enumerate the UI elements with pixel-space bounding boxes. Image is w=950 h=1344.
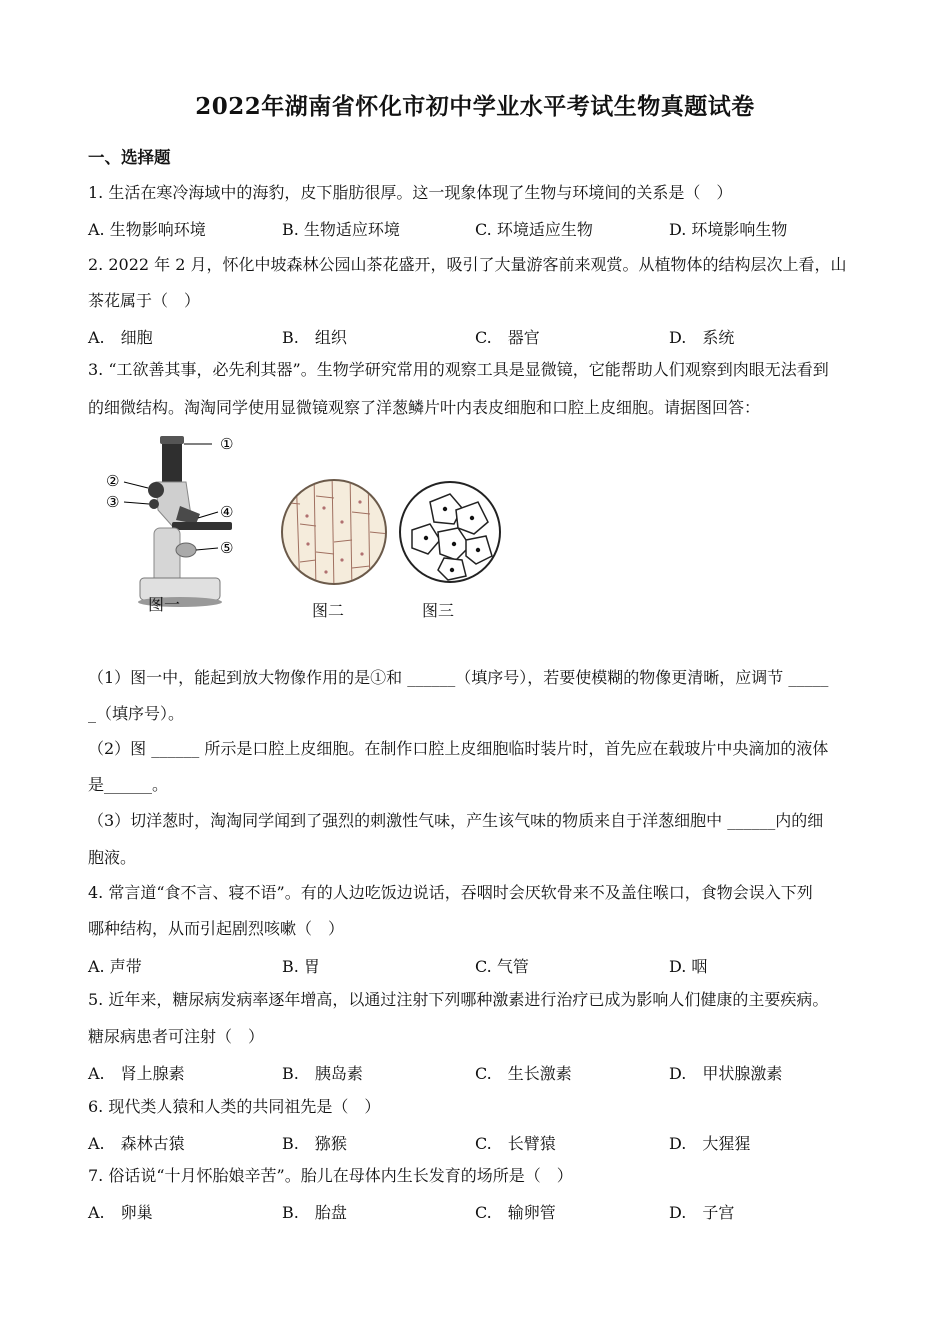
- option-a[interactable]: A. 卵巢: [88, 1203, 153, 1222]
- option-d[interactable]: D. 子宫: [669, 1203, 735, 1222]
- option-c[interactable]: C. 环境适应生物: [475, 220, 593, 239]
- label-2: ②: [106, 472, 120, 490]
- option-d[interactable]: D. 甲状腺激素: [669, 1064, 783, 1083]
- option-a[interactable]: A. 声带: [88, 957, 142, 976]
- question-5-stem-line2: 糖尿病患者可注射（ ）: [88, 1027, 265, 1046]
- question-3-stem-line2: 的细微结构。淘淘同学使用显微镜观察了洋葱鳞片叶内表皮细胞和口腔上皮细胞。请据图回答：: [88, 398, 761, 417]
- option-d[interactable]: D. 环境影响生物: [669, 220, 788, 239]
- question-1-stem: 1. 生活在寒冷海域中的海豹，皮下脂肪很厚。这一现象体现了生物与环境间的关系是（ ）: [88, 183, 733, 202]
- option-a[interactable]: A. 肾上腺素: [88, 1064, 185, 1083]
- option-a[interactable]: A. 细胞: [88, 328, 153, 347]
- question-2-stem-line1: 2. 2022 年 2 月，怀化中坡森林公园山茶花盛开，吸引了大量游客前来观赏。从植物体的结构层次上看，山: [88, 255, 847, 274]
- question-3-sub2-line1: （2）图 ______ 所示是口腔上皮细胞。在制作口腔上皮细胞临时装片时，首先应在载玻片中央滴加的液体: [88, 739, 829, 758]
- question-4-stem-line2: 哪种结构，从而引起剧烈咳嗽（ ）: [88, 919, 345, 938]
- question-7-options: [88, 1200, 868, 1222]
- microscope-figure: [100, 432, 520, 622]
- option-b[interactable]: B. 猕猴: [282, 1134, 347, 1153]
- option-d[interactable]: D. 系统: [669, 328, 735, 347]
- question-4-options: [88, 954, 868, 976]
- option-b[interactable]: B. 生物适应环境: [282, 220, 400, 239]
- option-c[interactable]: C. 输卵管: [475, 1203, 556, 1222]
- caption-figure-2: 图二: [312, 601, 345, 620]
- section-heading: 一、选择题: [88, 148, 171, 167]
- question-6-stem: 6. 现代类人猿和人类的共同祖先是（ ）: [88, 1097, 381, 1116]
- question-5-stem-line1: 5. 近年来，糖尿病发病率逐年增高，以通过注射下列哪种激素进行治疗已成为影响人们健康的主要疾病。: [88, 990, 829, 1009]
- question-3-sub3-line1: （3）切洋葱时，淘淘同学闻到了强烈的刺激性气味，产生该气味的物质来自于洋葱细胞中 ______内的细: [88, 811, 824, 830]
- option-d[interactable]: D. 大猩猩: [669, 1134, 751, 1153]
- question-3-sub2-line2: 是______。: [88, 775, 169, 794]
- page-title: 2022年湖南省怀化市初中学业水平考试生物真题试卷: [195, 93, 755, 120]
- question-3-sub1-line2: _（填序号）。: [88, 704, 185, 723]
- question-3-sub3-line2: 胞液。: [88, 848, 137, 867]
- question-2-stem-line2: 茶花属于（ ）: [88, 291, 201, 310]
- option-b[interactable]: B. 胰岛素: [282, 1064, 363, 1083]
- microscope-drawing: [138, 436, 232, 607]
- option-c[interactable]: C. 生长激素: [475, 1064, 572, 1083]
- option-a[interactable]: A. 生物影响环境: [88, 220, 206, 239]
- question-4-stem-line1: 4. 常言道“食不言、寝不语”。有的人边吃饭边说话，吞咽时会厌软骨来不及盖住喉口，食物会误入下列: [88, 883, 813, 902]
- question-5-options: [88, 1061, 868, 1083]
- label-5: ⑤: [220, 539, 234, 557]
- label-1: ①: [220, 435, 234, 453]
- question-2-options: [88, 325, 868, 347]
- label-3: ③: [106, 493, 120, 511]
- onion-cells-view: [280, 472, 390, 592]
- option-d[interactable]: D. 咽: [669, 957, 708, 976]
- label-4: ④: [220, 503, 234, 521]
- option-c[interactable]: C. 长臂猿: [475, 1134, 556, 1153]
- option-b[interactable]: B. 胃: [282, 957, 320, 976]
- question-1-options: [88, 217, 868, 239]
- question-3-stem-line1: 3. “工欲善其事，必先利其器”。生物学研究常用的观察工具是显微镜，它能帮助人们观察到肉眼无法看到: [88, 360, 829, 379]
- option-c[interactable]: C. 器官: [475, 328, 540, 347]
- caption-figure-3: 图三: [422, 601, 455, 620]
- option-b[interactable]: B. 胎盘: [282, 1203, 347, 1222]
- caption-figure-1: 图一: [148, 595, 181, 614]
- option-c[interactable]: C. 气管: [475, 957, 529, 976]
- cheek-cells-view: [400, 482, 500, 582]
- question-7-stem: 7. 俗话说“十月怀胎娘辛苦”。胎儿在母体内生长发育的场所是（ ）: [88, 1166, 573, 1185]
- option-b[interactable]: B. 组织: [282, 328, 347, 347]
- question-6-options: [88, 1131, 868, 1153]
- question-3-sub1-line1: （1）图一中，能起到放大物像作用的是①和 ______（填序号），若要使模糊的物像更清晰，应调节 _____: [88, 668, 829, 687]
- option-a[interactable]: A. 森林古猿: [88, 1134, 185, 1153]
